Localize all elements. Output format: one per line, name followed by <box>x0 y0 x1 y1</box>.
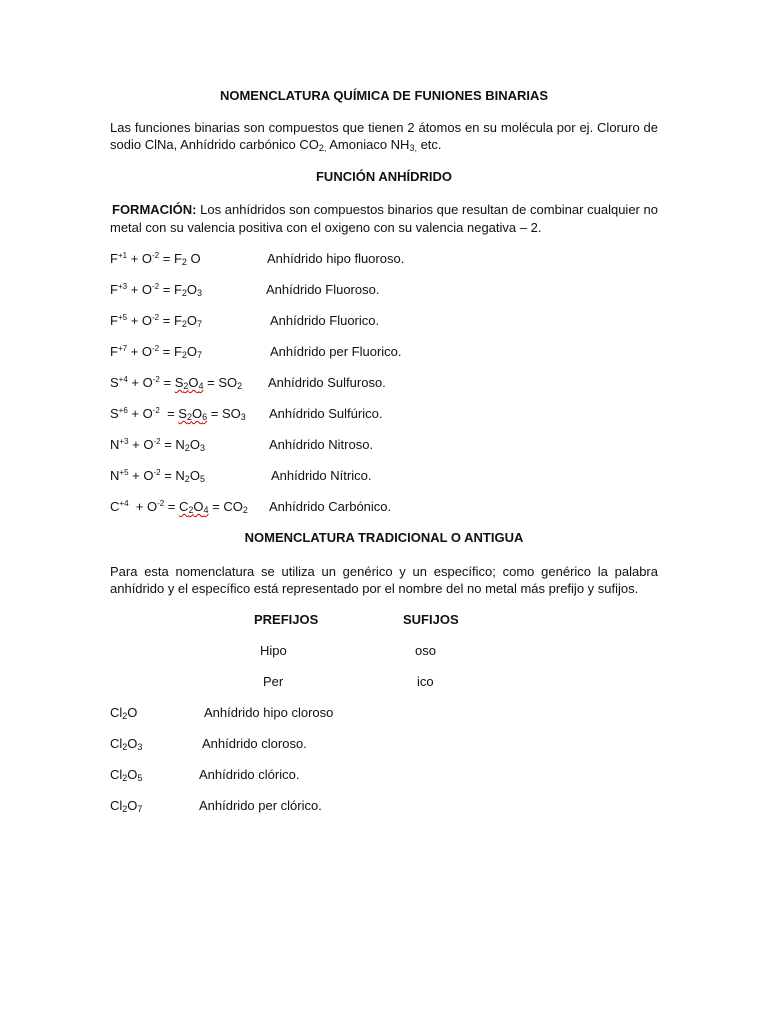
formation-line-1: FORMACIÓN: Los anhídridos son compuestos binarios que resultan de combinar cualquier no <box>112 202 658 217</box>
formula-f1: $F^{+1} + O^{-2} = F_2$ O <box>110 251 201 267</box>
chlorine-formula-3: $Cl_2O_5$ <box>110 767 143 783</box>
formula-n5: $N^{+5} + O^{-2} = N_2O_5$ <box>110 468 205 484</box>
formula-c4: $C^{+4} + O^{-2} = C_2O_4 = CO_2$ <box>110 499 248 515</box>
anhydride-name-5: Anhídrido Sulfuroso. <box>268 375 386 390</box>
formula-s6: $S^{+6} + O^{-2} = S_2O_6 = SO_3$ <box>110 406 246 422</box>
anhydride-name-9: Anhídrido Carbónico. <box>269 499 392 514</box>
traditional-line-1: Para esta nomenclatura se utiliza un genérico y un específico; como genérico la palabra <box>110 564 658 579</box>
traditional-line-2: anhídrido y el específico está representado por el nombre del no metal más prefijo y sufijos. <box>110 581 639 596</box>
formula-f3: $F^{+3} + O^{-2} = F_2O_3$ <box>110 282 203 298</box>
formula-s4: $S^{+4} + O^{-2} = S_2O_4 = SO_2$ <box>110 375 243 391</box>
chlorine-formula-4: $Cl_2O_7$ <box>110 798 143 814</box>
suffix-item: oso <box>415 643 436 658</box>
intro-line-1: Las funciones binarias son compuestos que tienen 2 átomos en su molécula por ej. Cloruro de <box>110 120 658 135</box>
page-title: NOMENCLATURA QUÍMICA DE FUNIONES BINARIAS <box>219 88 549 103</box>
formation-line-2: metal con su valencia positiva con el oxigeno con su valencia negativa – 2. <box>110 220 542 235</box>
anhydride-name-7: Anhídrido Nitroso. <box>269 437 374 452</box>
anhydride-name-8: Anhídrido Nítrico. <box>271 468 372 483</box>
section-heading-traditional: NOMENCLATURA TRADICIONAL O ANTIGUA <box>244 530 524 545</box>
formula-f5: $F^{+5} + O^{-2} = F_2O_7$ <box>110 313 203 329</box>
chlorine-name-1: Anhídrido hipo cloroso <box>204 705 334 720</box>
chlorine-formula-1: $Cl_2O$ <box>110 705 138 721</box>
anhydride-name-3: Anhídrido Fluorico. <box>270 313 380 328</box>
prefix-header: PREFIJOS <box>254 612 319 627</box>
chlorine-name-4: Anhídrido per clórico. <box>199 798 322 813</box>
anhydride-name-4: Anhídrido per Fluorico. <box>270 344 402 359</box>
formula-n3: $N^{+3} + O^{-2} = N_2O_3$ <box>110 437 205 453</box>
chlorine-name-3: Anhídrido clórico. <box>199 767 300 782</box>
anhydride-name-2: Anhídrido Fluoroso. <box>266 282 380 297</box>
section-heading-anhydride: FUNCIÓN ANHÍDRIDO <box>315 169 452 184</box>
suffix-item: ico <box>417 674 434 689</box>
prefix-item: Hipo <box>260 643 287 658</box>
intro-line-2: sodio ClNa, Anhídrido carbónico $CO_{2,}$ Amoniaco $NH_{3,}$ etc. <box>110 137 442 153</box>
prefix-item: Per <box>263 674 284 689</box>
chlorine-name-2: Anhídrido cloroso. <box>202 736 307 751</box>
suffix-header: SUFIJOS <box>403 612 459 627</box>
formula-f7: $F^{+7} + O^{-2} = F_2O_7$ <box>110 344 203 360</box>
anhydride-name-1: Anhídrido hipo fluoroso. <box>267 251 405 266</box>
anhydride-name-6: Anhídrido Sulfúrico. <box>269 406 383 421</box>
chlorine-formula-2: $Cl_2O_3$ <box>110 736 143 752</box>
